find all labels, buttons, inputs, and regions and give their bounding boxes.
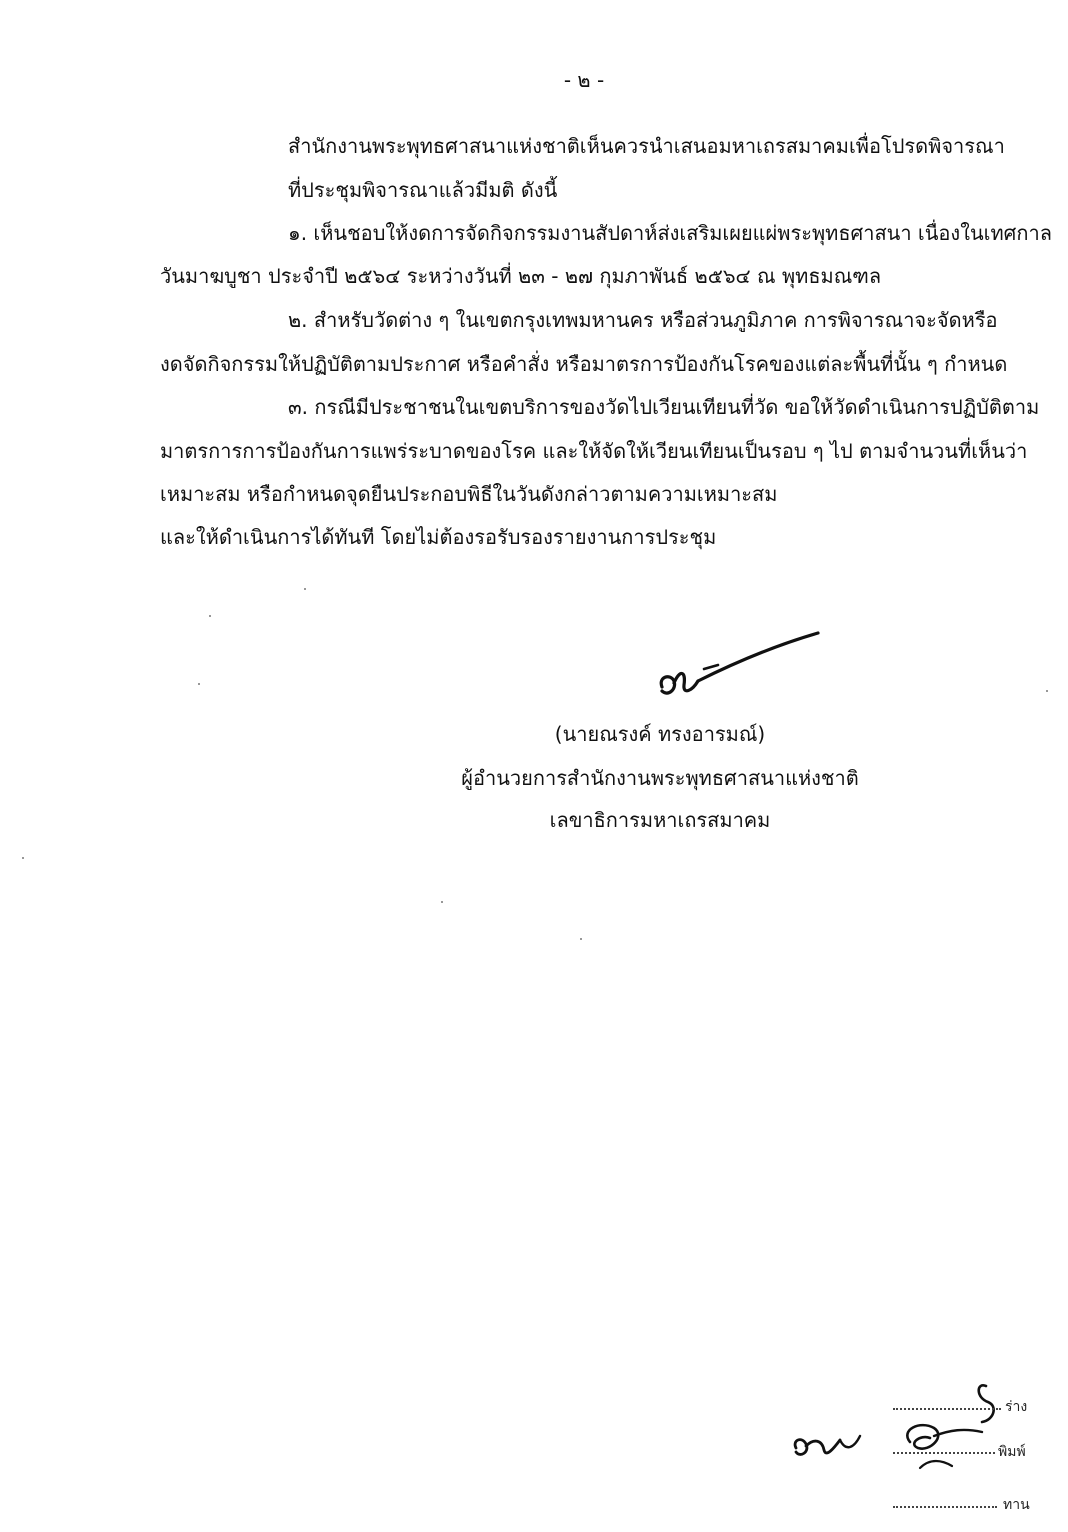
paragraph-intro-line-2: ที่ประชุมพิจารณาแล้วมีมติ ดังนี้ bbox=[288, 178, 558, 202]
item-2-line-2: งดจัดกิจกรรมให้ปฏิบัติตามประกาศ หรือคำสั่ง หรือมาตรการป้องกันโรคของแต่ละพื้นที่นั้น ๆ กำหนด bbox=[160, 352, 1008, 376]
item-2-line-1: ๒. สำหรับวัดต่าง ๆ ในเขตกรุงเทพมหานคร หรือส่วนภูมิภาค การพิจารณาจะจัดหรือ bbox=[288, 308, 998, 332]
closing-line: และให้ดำเนินการได้ทันที โดยไม่ต้องรอรับรองรายงานการประชุม bbox=[160, 525, 717, 549]
footer-initials-left bbox=[788, 1418, 868, 1468]
draft-dotted-line bbox=[893, 1408, 1001, 1410]
scan-speck bbox=[198, 683, 200, 685]
scan-speck bbox=[304, 588, 306, 590]
scan-speck bbox=[209, 615, 211, 617]
signatory-name: (นายณรงค์ ทรงอารมณ์) bbox=[554, 722, 766, 746]
item-1-line-1: ๑. เห็นชอบให้งดการจัดกิจกรรมงานสัปดาห์ส่งเสริมเผยแผ่พระพุทธศาสนา เนื่องในเทศกาล bbox=[288, 221, 1052, 245]
draft-label: ร่าง bbox=[1005, 1399, 1028, 1415]
item-1-line-2: วันมาฆบูชา ประจำปี ๒๕๖๔ ระหว่างวันที่ ๒๓ - ๒๗ กุมภาพันธ์ ๒๕๖๔ ณ พุทธมณฑล bbox=[160, 264, 882, 288]
page-number: - ๒ - bbox=[563, 68, 605, 92]
scan-speck bbox=[1046, 690, 1048, 692]
item-3-line-3: เหมาะสม หรือกำหนดจุดยืนประกอบพิธีในวันดังกล่าวตามความเหมาะสม bbox=[160, 482, 778, 506]
paragraph-intro-line-1: สำนักงานพระพุทธศาสนาแห่งชาติเห็นควรนำเสนอมหาเถรสมาคมเพื่อโปรดพิจารณา bbox=[288, 134, 1005, 158]
scan-speck bbox=[441, 901, 443, 903]
footer-initials-right bbox=[890, 1380, 1010, 1480]
checked-dotted-line bbox=[893, 1506, 997, 1508]
scan-speck bbox=[22, 857, 24, 859]
item-3-line-2: มาตรการการป้องกันการแพร่ระบาดของโรค และให้จัดให้เวียนเทียนเป็นรอบ ๆ ไป ตามจำนวนที่เห็นว่า bbox=[160, 439, 1028, 463]
typed-dotted-line bbox=[893, 1452, 995, 1454]
signatory-title-line-1: ผู้อำนวยการสำนักงานพระพุทธศาสนาแห่งชาติ bbox=[461, 766, 859, 790]
checked-label: ทาน bbox=[1003, 1497, 1030, 1513]
item-3-line-1: ๓. กรณีมีประชาชนในเขตบริการของวัดไปเวียนเทียนที่วัด ขอให้วัดดำเนินการปฏิบัติตาม bbox=[288, 395, 1040, 419]
typed-label: พิมพ์ bbox=[998, 1444, 1026, 1460]
handwritten-signature bbox=[640, 625, 830, 715]
scan-speck bbox=[580, 938, 582, 940]
signatory-title-line-2: เลขาธิการมหาเถรสมาคม bbox=[549, 808, 771, 832]
